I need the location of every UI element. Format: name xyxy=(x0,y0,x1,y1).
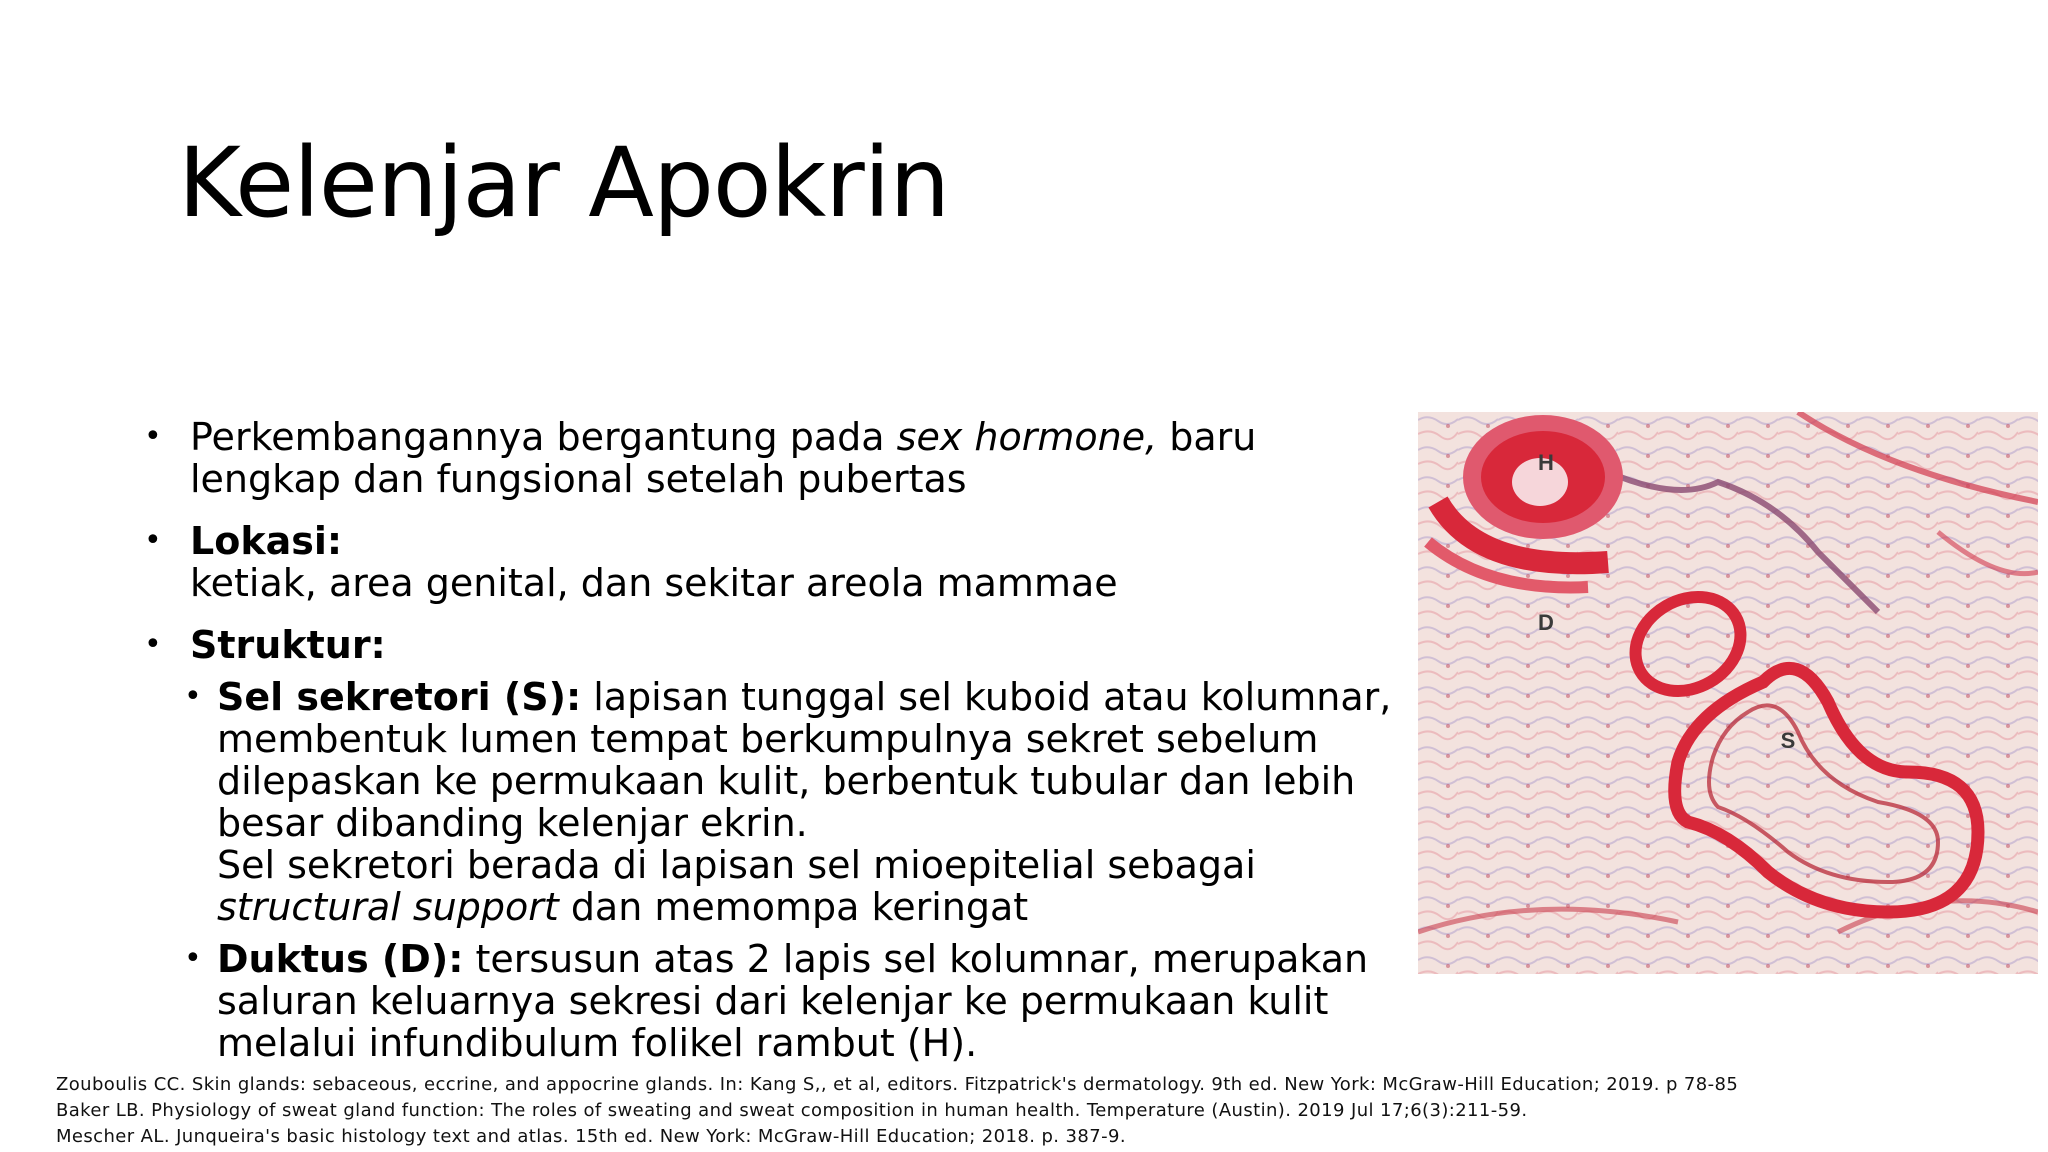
sub-bullet-italic-term: structural support xyxy=(217,885,559,929)
bullet-dot: • xyxy=(144,523,162,558)
reference-item: Mescher AL. Junqueira's basic histology text and atlas. 15th ed. New York: McGraw-Hill Education; 2018. p. 387-9. xyxy=(56,1126,1126,1147)
bullet-structure xyxy=(140,624,1400,666)
figure-label-d: D xyxy=(1538,610,1554,635)
sub-bullet-secretory-cell xyxy=(140,676,1400,928)
sub-bullet-text: lapisan tunggal sel kuboid atau kolumnar, membentuk lumen tempat berkumpulnya sekret sebelum dilepaskan ke permukaan kulit, berbentuk tubular dan lebih besar dibanding kelenjar ekrin. xyxy=(217,675,1392,845)
sub-bullet-text: Sel sekretori berada di lapisan sel mioepitelial sebagai xyxy=(217,843,1256,887)
bullet-label: Lokasi: xyxy=(190,519,343,563)
bullet-development xyxy=(140,416,1400,500)
reference-item: Baker LB. Physiology of sweat gland function: The roles of sweating and sweat composition in human health. Temperature (Austin). 2019 Jul 17;6(3):211-59. xyxy=(56,1100,1528,1121)
sub-bullet-text: dan memompa keringat xyxy=(558,885,1029,929)
bullet-dot: • xyxy=(144,419,162,454)
reference-item: Zouboulis CC. Skin glands: sebaceous, eccrine, and appocrine glands. In: Kang S,, et al, editors. Fitzpatrick's dermatology. 9th ed. New York: McGraw-Hill Education; 2019. p 78-85 xyxy=(56,1074,1739,1095)
bullet-dot: • xyxy=(144,627,162,662)
slide-content xyxy=(140,416,1400,1074)
sub-bullet-dot: • xyxy=(184,941,202,976)
references xyxy=(56,1072,1738,1150)
sub-bullet-dot: • xyxy=(184,679,202,714)
sub-bullet-label: Duktus (D): xyxy=(217,937,464,981)
bullet-text: baru lengkap dan fungsional setelah pubertas xyxy=(190,415,1257,501)
slide-title: Kelenjar Apokrin xyxy=(178,127,950,239)
bullet-location xyxy=(140,520,1400,604)
bullet-text: Perkembangannya bergantung pada xyxy=(190,415,897,459)
bullet-text: ketiak, area genital, dan sekitar areola mammae xyxy=(190,561,1118,605)
bullet-italic-term: sex hormone, xyxy=(896,415,1158,459)
bullet-label: Struktur: xyxy=(190,623,386,667)
sub-bullet-label: Sel sekretori (S): xyxy=(217,675,582,719)
histology-image xyxy=(1418,412,2038,974)
histology-micrograph xyxy=(1418,412,2038,974)
figure-label-h: H xyxy=(1538,450,1554,475)
sub-bullet-duct xyxy=(140,938,1400,1064)
figure-label-s: S xyxy=(1780,728,1796,753)
sub-bullet-text: tersusun atas 2 lapis sel kolumnar, merupakan saluran keluarnya sekresi dari kelenjar ke permukaan kulit melalui infundibulum folikel rambut (H). xyxy=(217,937,1369,1065)
